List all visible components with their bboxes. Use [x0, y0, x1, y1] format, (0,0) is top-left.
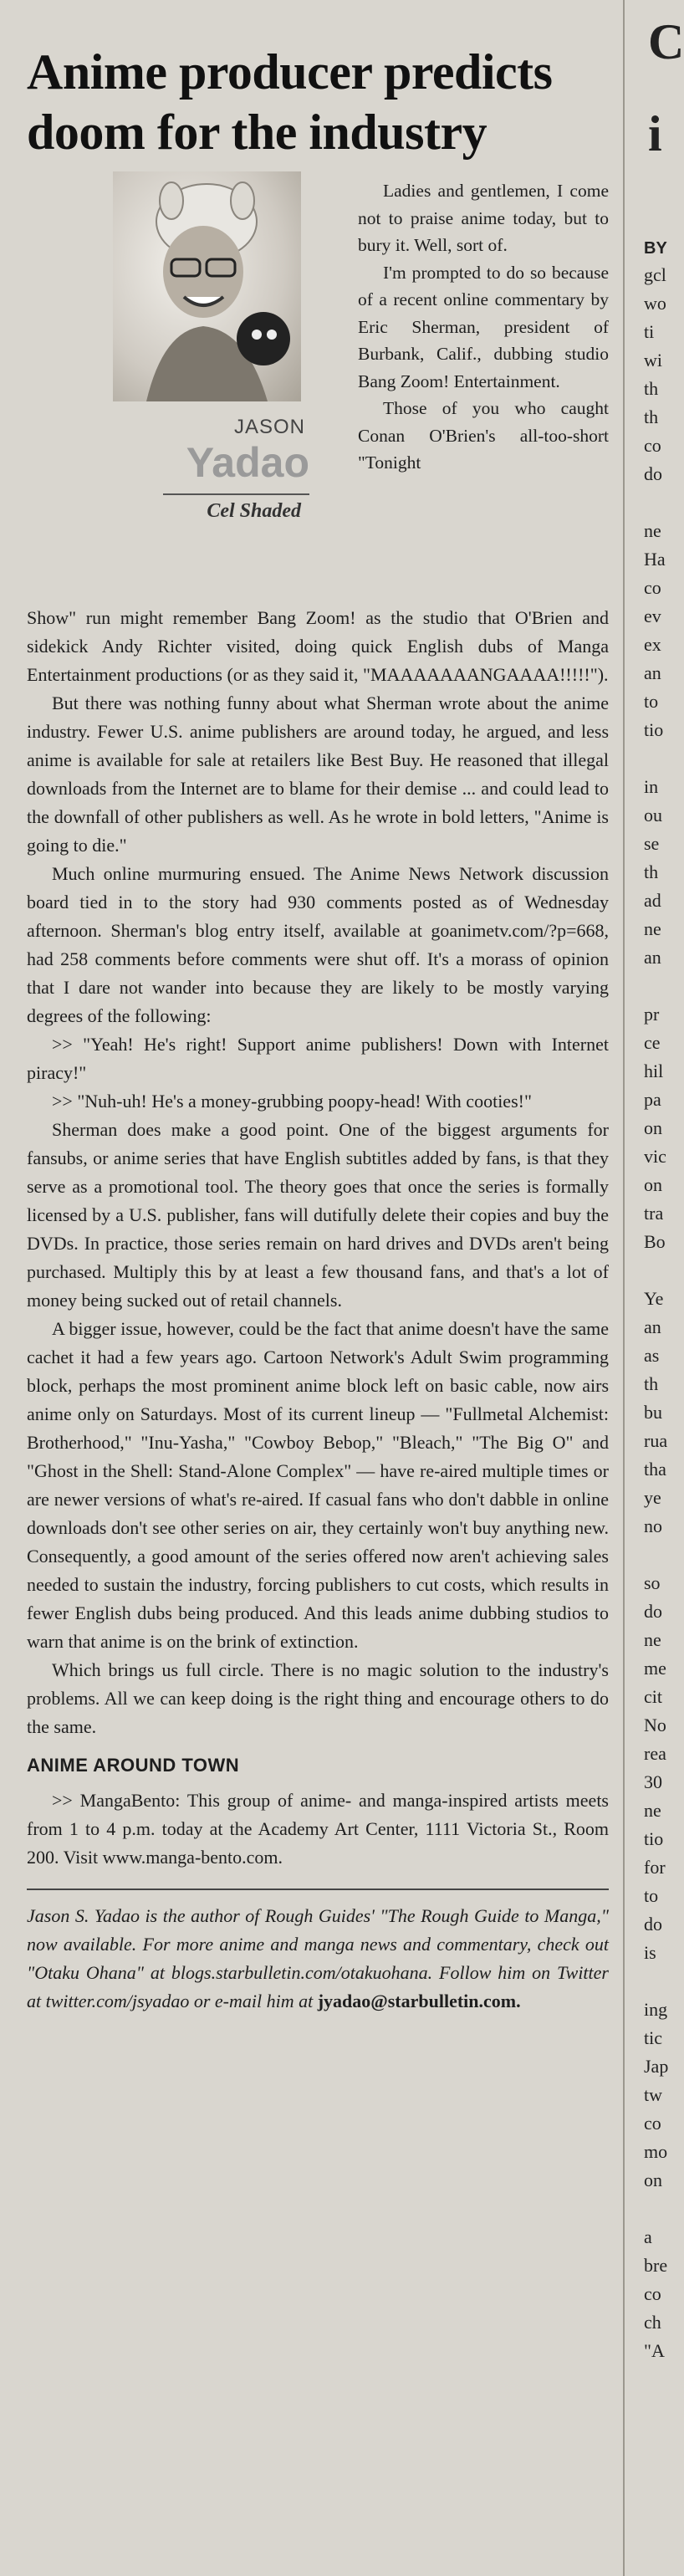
adjacent-text-fragment: bu: [644, 1402, 662, 1423]
adjacent-text-fragment: co: [644, 2283, 661, 2304]
adjacent-text-fragment: co: [644, 2113, 661, 2134]
adjacent-text-fragment: an: [644, 1316, 661, 1337]
column-gutter: [623, 0, 625, 2576]
adjacent-text-fragment: tio: [644, 719, 664, 740]
adjacent-text-fragment: an: [644, 662, 661, 683]
adjacent-text-fragment: "A: [644, 2340, 665, 2361]
lead-paragraph: Those of you who caught Conan O'Brien's all-too-short "Tonight: [358, 398, 609, 473]
column-name: Cel Shaded: [207, 500, 301, 522]
event-listing: >> MangaBento: This group of anime- and manga-inspired artists meets from 1 to 4 p.m. today at the Academy Art Center, 1111 Victoria St., Room 200. Visit www.manga-bento.com.: [27, 1790, 609, 1868]
body-paragraph: Sherman does make a good point. One of the biggest arguments for fansubs, or anime series that have English subtitles added by fans, is that they serve as a promotional tool. The theory goes that once the series is formally licensed by a U.S. publisher, fans will dutifully delete their copies and buy the DVDs. In practice, those series remain on hard drives and DVDs aren't being purchased. Multiply this by at least a few thousand fans, and that's a lot of money being sucked out of retail channels.: [27, 1119, 609, 1311]
adjacent-text-fragment: ne: [644, 1629, 661, 1650]
adjacent-text-fragment: tic: [644, 2027, 662, 2048]
adjacent-text-fragment: ing: [644, 1999, 668, 2020]
adjacent-headline-fragment: i: [648, 106, 662, 161]
adjacent-text-fragment: to: [644, 691, 659, 712]
adjacent-text-fragment: wo: [644, 293, 666, 314]
adjacent-text-fragment: tw: [644, 2084, 662, 2105]
adjacent-text-fragment: th: [644, 861, 659, 882]
adjacent-text-fragment: ou: [644, 805, 662, 825]
body-paragraph: But there was nothing funny about what Sherman wrote about the anime industry. Fewer U.S. anime publishers are around today, he argued, and less anime is available for sale at retailers like Best Buy. He reasoned that illegal downloads from the Internet are to blame for their demise ... and could lead to the downfall of other publishers as well. As he wrote in bold letters, "Anime is going to die.": [27, 693, 609, 856]
adjacent-text-fragment: ex: [644, 634, 661, 655]
byline-first-name: JASON: [233, 416, 305, 438]
article-body: [27, 604, 609, 2016]
adjacent-text-fragment: Ye: [644, 1288, 664, 1309]
adjacent-article-clipped: [640, 0, 684, 2576]
adjacent-text-fragment: tio: [644, 1828, 664, 1849]
adjacent-text-fragment: tra: [644, 1203, 664, 1224]
columnist-photo: [113, 171, 301, 401]
byline-rule: [163, 493, 309, 495]
adjacent-text-fragment: Jap: [644, 2056, 669, 2077]
adjacent-text-fragment: th: [644, 406, 659, 427]
adjacent-text-fragment: a: [644, 2226, 652, 2247]
adjacent-text-fragment: on: [644, 1174, 662, 1195]
adjacent-text-fragment: on: [644, 2170, 662, 2190]
reader-quote: >> "Yeah! He's right! Support anime publishers! Down with Internet piracy!": [27, 1034, 609, 1083]
adjacent-text-fragment: Ha: [644, 549, 666, 570]
adjacent-text-fragment: co: [644, 577, 661, 598]
adjacent-text-fragment: rua: [644, 1430, 668, 1451]
adjacent-text-fragment: wi: [644, 350, 662, 371]
adjacent-text-fragment: pa: [644, 1089, 661, 1110]
adjacent-text-fragment: ne: [644, 1800, 661, 1821]
adjacent-text-fragment: se: [644, 833, 660, 854]
adjacent-text-fragment: Bo: [644, 1231, 666, 1252]
lead-paragraph: Ladies and gentlemen, I come not to praise anime today, but to bury it. Well, sort of.: [358, 181, 609, 255]
adjacent-text-fragment: so: [644, 1572, 661, 1593]
lead-paragraph: I'm prompted to do so because of a recent online commentary by Eric Sherman, president of Burbank, Calif., dubbing studio Bang Zoom! Entertainment.: [358, 262, 609, 391]
body-paragraph: Much online murmuring ensued. The Anime News Network discussion board tied in to the story had 930 comments posted as of Wednesday afternoon. Sherman's blog entry itself, available at goanimetv.com/?p=668, had 258 comments before comments were shut off. It's a morass of opinion that I dare not wander into because they are likely to be mostly varying degrees of the following:: [27, 863, 609, 1026]
adjacent-text-fragment: in: [644, 776, 659, 797]
author-email: jyadao@starbulletin.com.: [317, 1991, 521, 2011]
section-subhead: ANIME AROUND TOWN: [27, 1755, 240, 1776]
adjacent-text-fragment: ne: [644, 918, 661, 939]
adjacent-text-fragment: as: [644, 1345, 660, 1366]
adjacent-text-fragment: to: [644, 1885, 659, 1906]
adjacent-text-fragment: co: [644, 435, 661, 456]
adjacent-text-fragment: th: [644, 378, 659, 399]
adjacent-text-fragment: 30: [644, 1771, 662, 1792]
byline-last-name: Yadao: [186, 439, 309, 486]
adjacent-text-fragment: ad: [644, 890, 661, 911]
adjacent-text-fragment: vic: [644, 1146, 666, 1167]
lead-column: [358, 177, 609, 477]
adjacent-text-fragment: th: [644, 1373, 659, 1394]
reader-quote: >> "Nuh-uh! He's a money-grubbing poopy-head! With cooties!": [52, 1091, 532, 1112]
adjacent-text-fragment: do: [644, 463, 662, 484]
body-paragraph: Which brings us full circle. There is no magic solution to the industry's problems. All we can keep doing is the right thing and encourage others to do the same.: [27, 1659, 609, 1737]
adjacent-text-fragment: on: [644, 1117, 662, 1138]
adjacent-text-fragment: ye: [644, 1487, 661, 1508]
adjacent-text-fragment: bre: [644, 2255, 668, 2276]
author-bio: Jason S. Yadao is the author of Rough Guides' "The Rough Guide to Manga," now available. For more anime and manga news and commentary, check out "Otaku Ohana" at blogs.starbulletin.com/otakuohana. Follow him on Twitter at twitter.com/jsyadao or e-mail him at: [27, 1905, 609, 2011]
adjacent-text-fragment: ne: [644, 520, 661, 541]
adjacent-text-fragment: ev: [644, 606, 661, 626]
adjacent-text-fragment: gcl: [644, 264, 666, 285]
headline: Anime producer predicts doom for the industry: [27, 44, 553, 161]
adjacent-text-fragment: No: [644, 1715, 666, 1735]
adjacent-text-fragment: me: [644, 1658, 666, 1679]
columnist-portrait-image: [113, 171, 301, 401]
adjacent-text-fragment: rea: [644, 1743, 666, 1764]
body-paragraph: A bigger issue, however, could be the fact that anime doesn't have the same cachet it had a few years ago. Cartoon Network's Adult Swim programming block, perhaps the most prominent anime block left on basic cable, now airs anime only on Saturdays. Most of its current lineup — "Fullmetal Alchemist: Brotherhood," "Inu-Yasha," "Cowboy Bebop," "Bleach," "The Big O" and "Ghost in the Shell: Stand-Alone Complex" — have re-aired multiple times or are newer versions of what's re-aired. If casual fans who don't dabble in online downloads don't see other series on air, they certainly won't buy anything new. Consequently, a good amount of the series offered now aren't achieving sales needed to sustain the industry, forcing publishers to cut costs, which results in fewer English dubs being produced. And this leads anime dubbing studios to warn that anime is on the brink of extinction.: [27, 1318, 609, 1652]
adjacent-text-fragment: cit: [644, 1686, 662, 1707]
adjacent-text-fragment: an: [644, 947, 661, 968]
adjacent-text-fragment: ti: [644, 321, 655, 342]
author-footer: [27, 1902, 609, 2016]
adjacent-text-fragment: is: [644, 1942, 656, 1963]
adjacent-text-fragment: ce: [644, 1032, 661, 1053]
adjacent-byline-fragment: BY: [644, 239, 667, 258]
adjacent-headline-fragment: C: [648, 14, 684, 69]
adjacent-text-fragment: do: [644, 1914, 662, 1935]
adjacent-text-fragment: no: [644, 1515, 662, 1536]
adjacent-text-fragment: pr: [644, 1004, 660, 1025]
body-paragraph: Show" run might remember Bang Zoom! as the studio that O'Brien and sidekick Andy Richter visited, doing quick English dubs of Manga Entertainment productions (or as they said it, "MAAAAAAANGAAAA!!!!!").: [27, 607, 609, 685]
adjacent-text-fragment: do: [644, 1601, 662, 1622]
footer-divider: [27, 1889, 609, 1890]
adjacent-text-fragment: hil: [644, 1061, 664, 1081]
adjacent-text-fragment: for: [644, 1857, 666, 1878]
adjacent-text-fragment: ch: [644, 2312, 661, 2333]
adjacent-text-fragment: mo: [644, 2141, 668, 2162]
adjacent-text-fragment: tha: [644, 1459, 666, 1480]
